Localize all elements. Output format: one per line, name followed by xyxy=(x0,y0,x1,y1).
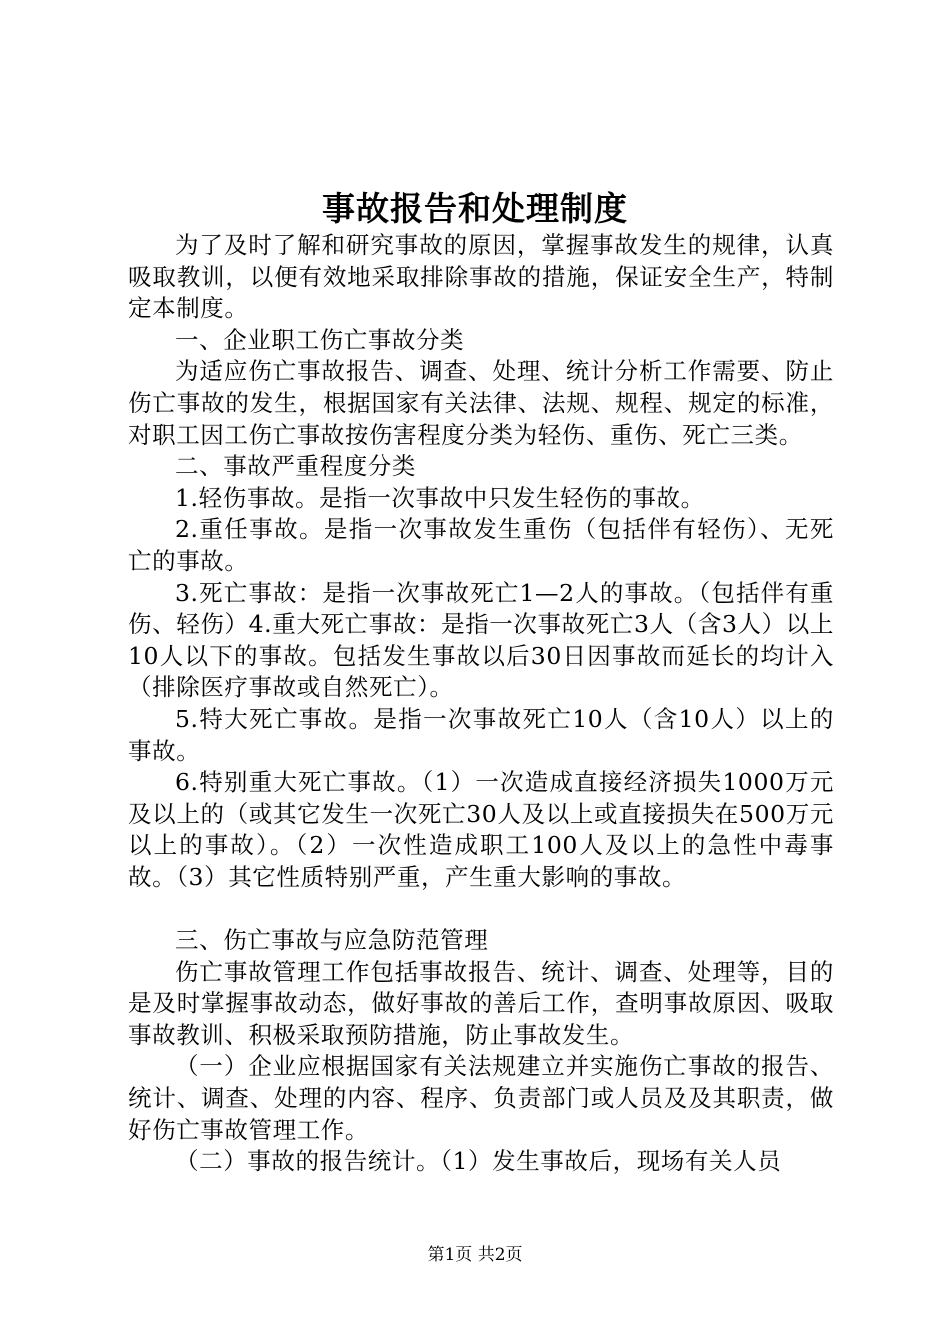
paragraph-intro: 为了及时了解和研究事故的原因，掌握事故发生的规律，认真吸取教训，以便有效地采取排除事故的措施，保证安全生产，特制定本制度。 xyxy=(128,231,834,323)
list-item-death-accident: 3.死亡事故：是指一次事故死亡1—2人的事故。（包括伴有重伤、轻伤）4.重大死亡事故：是指一次事故死亡3人（含3人）以上10人以下的事故。包括发生事故以后30日因事故而延长的均计入（排除医疗事故或自然死亡）。 xyxy=(128,578,834,702)
document-body xyxy=(128,230,834,1178)
paragraph-item-one: （一）企业应根据国家有关法规建立并实施伤亡事故的报告、统计、调查、处理的内容、程序、负责部门或人员及及其职责，做好伤亡事故管理工作。 xyxy=(128,1052,834,1144)
section-heading-1: 一、企业职工伤亡事故分类 xyxy=(175,325,465,354)
blank-line xyxy=(128,893,834,925)
page-footer: 第1页 共2页 xyxy=(427,1245,523,1265)
list-item-major-death-accident: 5.特大死亡事故。是指一次事故死亡10人（含10人）以上的事故。 xyxy=(128,704,834,765)
list-item-minor-injury: 1.轻伤事故。是指一次事故中只发生轻伤的事故。 xyxy=(175,483,705,512)
paragraph-item-two: （二）事故的报告统计。（1）发生事故后，现场有关人员 xyxy=(175,1147,782,1176)
section-heading-2: 二、事故严重程度分类 xyxy=(175,452,416,481)
list-item-serious-injury: 2.重任事故。是指一次事故发生重伤（包括伴有轻伤）、无死亡的事故。 xyxy=(128,515,834,575)
paragraph-classification: 为适应伤亡事故报告、调查、处理、统计分析工作需要、防止伤亡事故的发生，根据国家有关法律、法规、规程、规定的标准，对职工因工伤亡事故按伤害程度分类为轻伤、重伤、死亡三类。 xyxy=(128,357,834,449)
paragraph-management: 伤亡事故管理工作包括事故报告、统计、调查、处理等，目的是及时掌握事故动态，做好事故的善后工作，查明事故原因、吸取事故教训、积极采取预防措施，防止事故发生。 xyxy=(128,957,834,1049)
section-heading-3: 三、伤亡事故与应急防范管理 xyxy=(175,926,489,955)
list-item-especially-major-accident: 6.特别重大死亡事故。（1）一次造成直接经济损失1000万元及以上的（或其它发生一次死亡30人及以上或直接损失在500万元以上的事故）。（2）一次性造成职工100人及以上的急性中毒事故。（3）其它性质特别严重，产生重大影响的事故。 xyxy=(128,768,834,891)
document-title: 事故报告和处理制度 xyxy=(322,189,628,228)
